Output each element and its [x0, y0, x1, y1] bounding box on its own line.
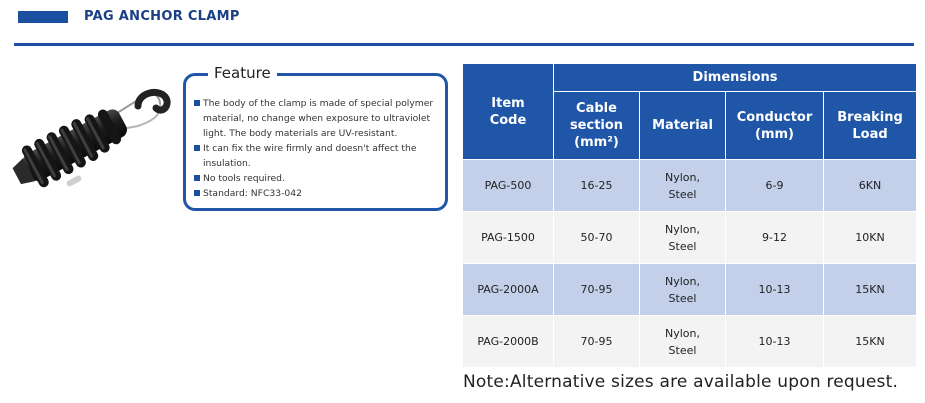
cell-breaking-load: 15KN [824, 316, 917, 368]
header-breaking-load: Breaking Load [824, 92, 917, 160]
bullet-icon [194, 190, 200, 196]
cell-breaking-load: 10KN [824, 212, 917, 264]
cell-cable-section: 70-95 [554, 264, 640, 316]
feature-item [194, 96, 446, 141]
header-item-code: Item Code [463, 64, 554, 160]
feature-title: Feature [208, 64, 277, 82]
cell-material: Nylon, Steel [640, 316, 726, 368]
cell-item-code: PAG-2000B [463, 316, 554, 368]
feature-item [194, 141, 446, 171]
table-row [463, 316, 917, 368]
title-divider [14, 43, 914, 46]
cell-conductor: 6-9 [726, 160, 824, 212]
feature-item [194, 186, 446, 201]
header-material: Material [640, 92, 726, 160]
cell-item-code: PAG-1500 [463, 212, 554, 264]
note-text: Note:Alternative sizes are available upon request. [463, 372, 899, 392]
cell-cable-section: 50-70 [554, 212, 640, 264]
feature-text: No tools required. [203, 173, 285, 184]
cell-material: Nylon, Steel [640, 264, 726, 316]
cell-item-code: PAG-500 [463, 160, 554, 212]
table-row [463, 264, 917, 316]
feature-text: It can fix the wire firmly and doesn't affect the insulation. [203, 143, 417, 169]
table-row [463, 212, 917, 264]
feature-list [194, 96, 446, 201]
cell-material: Nylon, Steel [640, 160, 726, 212]
bullet-icon [194, 145, 200, 151]
cell-cable-section: 16-25 [554, 160, 640, 212]
cell-item-code: PAG-2000A [463, 264, 554, 316]
cell-cable-section: 70-95 [554, 316, 640, 368]
header-conductor: Conductor (mm) [726, 92, 824, 160]
bullet-icon [194, 175, 200, 181]
page-title: PAG ANCHOR CLAMP [84, 9, 240, 24]
feature-text: Standard: NFC33-042 [203, 188, 302, 199]
header-cable-section: Cable section (mm²) [554, 92, 640, 160]
cell-material: Nylon, Steel [640, 212, 726, 264]
cell-conductor: 9-12 [726, 212, 824, 264]
cell-conductor: 10-13 [726, 264, 824, 316]
anchor-clamp-image [10, 86, 175, 201]
cell-breaking-load: 6KN [824, 160, 917, 212]
cell-breaking-load: 15KN [824, 264, 917, 316]
feature-item [194, 171, 446, 186]
specifications-table [462, 63, 917, 368]
header-dimensions: Dimensions [554, 64, 917, 92]
table-row [463, 160, 917, 212]
cell-conductor: 10-13 [726, 316, 824, 368]
bullet-icon [194, 100, 200, 106]
feature-text: The body of the clamp is made of special polymer material, no change when exposure to ultraviolet light. The body materials are UV-resistant. [203, 98, 434, 139]
title-accent-bar [18, 11, 68, 23]
